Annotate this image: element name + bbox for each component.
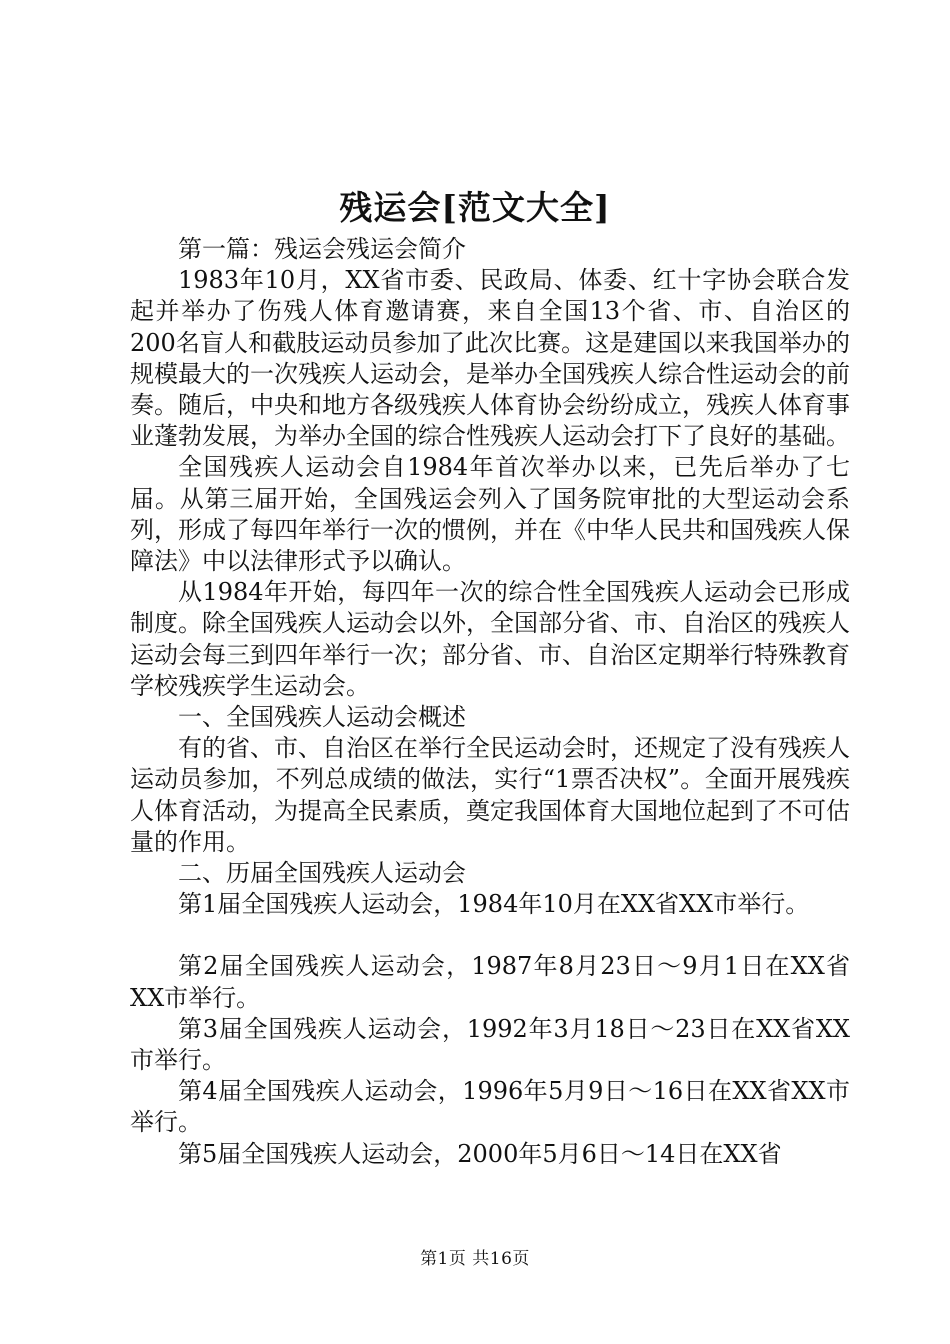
list-item: 第4届全国残疾人运动会，1996年5月9日～16日在XX省XX市举行。 xyxy=(130,1077,850,1137)
paragraph: 全国残疾人运动会自1984年首次举办以来，已先后举办了七届。从第三届开始，全国残运会列入了国务院审批的大型运动会系列，形成了每四年举行一次的惯例，并在《中华人民共和国残疾人保障法》中以法律形式予以确认。 xyxy=(130,453,850,576)
section-heading: 第一篇：残运会残运会简介 xyxy=(178,235,466,263)
document-title: 残运会[范文大全] xyxy=(339,188,611,227)
paragraph: 1983年10月，XX省市委、民政局、体委、红十字协会联合发起并举办了伤残人体育邀请赛，来自全国13个省、市、自治区的200名盲人和截肢运动员参加了此次比赛。这是建国以来我国举办的规模最大的一次残疾人运动会，是举办全国残疾人综合性运动会的前奏。随后，中央和地方各级残疾人体育协会纷纷成立，残疾人体育事业蓬勃发展，为举办全国的综合性残疾人运动会打下了良好的基础。 xyxy=(130,266,850,451)
subheading: 二、历届全国残疾人运动会 xyxy=(178,859,466,888)
paragraph: 从1984年开始，每四年一次的综合性全国残疾人运动会已形成制度。除全国残疾人运动会以外，全国部分省、市、自治区的残疾人运动会每三到四年举行一次；部分省、市、自治区定期举行特殊教育学校残疾学生运动会。 xyxy=(130,578,850,700)
list-item: 第5届全国残疾人运动会，2000年5月6日～14日在XX省 xyxy=(178,1139,782,1168)
subheading: 一、全国残疾人运动会概述 xyxy=(178,703,466,732)
document-body xyxy=(130,234,850,1170)
list-item: 第2届全国残疾人运动会，1987年8月23日～9月1日在XX省XX市举行。 xyxy=(130,952,850,1012)
list-item: 第3届全国残疾人运动会，1992年3月18日～23日在XX省XX市举行。 xyxy=(130,1014,850,1075)
page-footer: 第1页 共16页 xyxy=(420,1249,530,1269)
blank-line xyxy=(130,920,850,951)
list-item: 第1届全国残疾人运动会，1984年10月在XX省XX市举行。 xyxy=(178,890,810,919)
paragraph: 有的省、市、自治区在举行全民运动会时，还规定了没有残疾人运动员参加，不列总成绩的做法，实行“1票否决权”。全面开展残疾人体育活动，为提高全民素质，奠定我国体育大国地位起到了不可估量的作用。 xyxy=(130,734,850,856)
